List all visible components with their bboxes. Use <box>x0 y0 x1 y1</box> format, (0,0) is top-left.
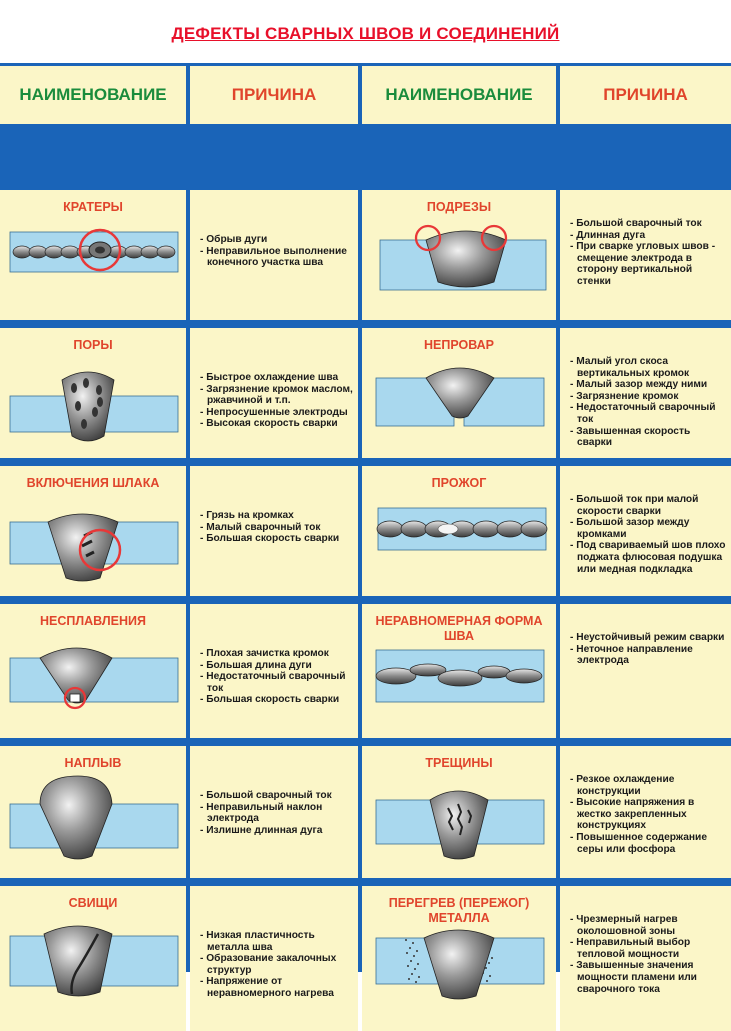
cause-item: - Образование закалочных структур <box>200 953 337 976</box>
cause-list <box>200 510 354 545</box>
defect-name: ВКЛЮЧЕНИЯ ШЛАКА <box>26 476 160 490</box>
cause-item: - Недостаточный сварочный ток <box>570 402 716 425</box>
cause-list <box>570 774 727 855</box>
cause-list <box>200 372 354 430</box>
cause-item: - Неустойчивый режим сварки <box>570 632 725 643</box>
defect-cause-cell <box>190 190 358 320</box>
cause-item: - Плохая зачистка кромок <box>200 648 329 659</box>
cause-item: - Высокая скорость сварки <box>200 418 338 430</box>
cause-item: - Непросушенные электроды <box>200 406 348 418</box>
defect-name: КРАТЕРЫ <box>63 200 123 214</box>
defect-cause-cell <box>560 466 731 596</box>
cause-item: - Под свариваемый шов плохо поджата флюсовая подушка или медная подкладка <box>570 540 726 575</box>
defect-name-cell <box>362 746 556 878</box>
cause-item: - Недостаточный сварочный ток <box>200 671 346 694</box>
cause-item: - При сварке угловых швов - смещение электрода в сторону вертикальной стенки <box>570 241 716 287</box>
cause-item: - Малый угол скоса вертикальных кромок <box>570 356 690 379</box>
cause-item: - Большая длина дуги <box>200 659 312 671</box>
defect-name: НЕРАВНОМЕРНАЯ ФОРМА ШВА <box>375 614 543 643</box>
cause-item: - Неправильное выполнение конечного участка шва <box>200 245 347 269</box>
defect-name-cell <box>362 466 556 596</box>
defect-cause-cell <box>560 328 731 458</box>
page-title: ДЕФЕКТЫ СВАРНЫХ ШВОВ И СОЕДИНЕНИЙ <box>171 24 560 43</box>
header-name-right: НАИМЕНОВАНИЕ <box>362 66 556 124</box>
cause-item: - Большая скорость сварки <box>200 694 340 706</box>
defect-cause-cell <box>190 886 358 1031</box>
defect-name-cell <box>0 746 186 878</box>
defect-cause-cell <box>560 190 731 320</box>
defect-name-cell <box>0 886 186 1031</box>
defects-table <box>0 63 731 999</box>
defect-name: ПОРЫ <box>73 338 113 352</box>
defect-name: СВИЩИ <box>68 896 118 910</box>
defect-name-cell <box>362 190 556 320</box>
cause-list <box>570 218 727 288</box>
defect-name: НЕПРОВАР <box>423 338 494 352</box>
cause-item: - Длинная дуга <box>570 229 646 241</box>
defect-name: ТРЕЩИНЫ <box>425 756 493 770</box>
cause-item: - Малый сварочный ток <box>200 521 321 533</box>
defect-name-cell <box>0 466 186 596</box>
cause-item: - Загрязнение кромок маслом, ржавчиной и т.п. <box>200 383 353 407</box>
defect-name: НЕСПЛАВЛЕНИЯ <box>40 614 146 628</box>
cause-item: - Грязь на кромках <box>200 510 294 521</box>
defect-name: ПРОЖОГ <box>431 476 487 490</box>
cause-item: - Загрязнение кромок <box>570 390 679 402</box>
cause-item: - Большой зазор между кромками <box>570 517 690 540</box>
cause-item: - Неправильный выбор тепловой мощности <box>570 937 691 960</box>
defect-name: ПОДРЕЗЫ <box>426 200 492 214</box>
defect-cause-cell <box>560 886 731 1031</box>
defect-name-cell <box>0 604 186 738</box>
cause-item: - Большой сварочный ток <box>200 790 332 801</box>
cause-item: - Низкая пластичность металла шва <box>200 930 315 953</box>
header-cause-right: ПРИЧИНА <box>560 66 731 124</box>
defect-cause-cell <box>190 466 358 596</box>
cause-item: - Завышенная скорость сварки <box>570 425 691 449</box>
defect-name: ПЕРЕГРЕВ (ПЕРЕЖОГ) МЕТАЛЛА <box>388 896 530 925</box>
defect-cause-cell <box>560 604 731 738</box>
defect-cause-cell <box>190 746 358 878</box>
cause-list <box>570 632 727 667</box>
defect-name-cell <box>0 190 186 320</box>
cause-item: - Большой ток при малой скорости сварки <box>570 494 699 517</box>
defect-name: НАПЛЫВ <box>64 756 122 770</box>
cause-list <box>200 930 354 1000</box>
defect-name-cell <box>362 886 556 1031</box>
cause-item: - Обрыв дуги <box>200 234 268 245</box>
header-cause-left: ПРИЧИНА <box>190 66 358 124</box>
cause-item: - Излишне длинная дуга <box>200 824 323 836</box>
cause-item: - Резкое охлаждение конструкции <box>570 774 675 797</box>
cause-item: - Завышенные значения мощности пламени или сварочного тока <box>570 960 697 995</box>
cause-list <box>200 790 354 836</box>
cause-item: - Большая скорость сварки <box>200 533 340 545</box>
cause-item: - Неточное направление электрода <box>570 643 693 667</box>
defect-name-cell <box>362 328 556 458</box>
cause-item: - Повышенное содержание серы или фосфора <box>570 831 707 855</box>
cause-item: - Большой сварочный ток <box>570 218 702 229</box>
cause-list <box>570 494 727 575</box>
header-name-left: НАИМЕНОВАНИЕ <box>0 66 186 124</box>
cause-list <box>200 234 354 269</box>
cause-item: - Напряжение от неравномерного нагрева <box>200 976 334 999</box>
defect-cause-cell <box>190 328 358 458</box>
cause-list <box>570 356 727 449</box>
defect-name-cell <box>362 604 556 738</box>
cause-item: - Малый зазор между ними <box>570 379 708 391</box>
cause-item: - Неправильный наклон электрода <box>200 801 323 825</box>
defect-cause-cell <box>560 746 731 878</box>
defect-name-cell <box>0 328 186 458</box>
cause-item: - Чрезмерный нагрев околошовной зоны <box>570 914 678 937</box>
cause-list <box>570 914 727 995</box>
cause-item: - Высокие напряжения в жестко закрепленных конструкциях <box>570 797 695 832</box>
cause-item: - Быстрое охлаждение шва <box>200 372 339 383</box>
cause-list <box>200 648 354 706</box>
defect-cause-cell <box>190 604 358 738</box>
